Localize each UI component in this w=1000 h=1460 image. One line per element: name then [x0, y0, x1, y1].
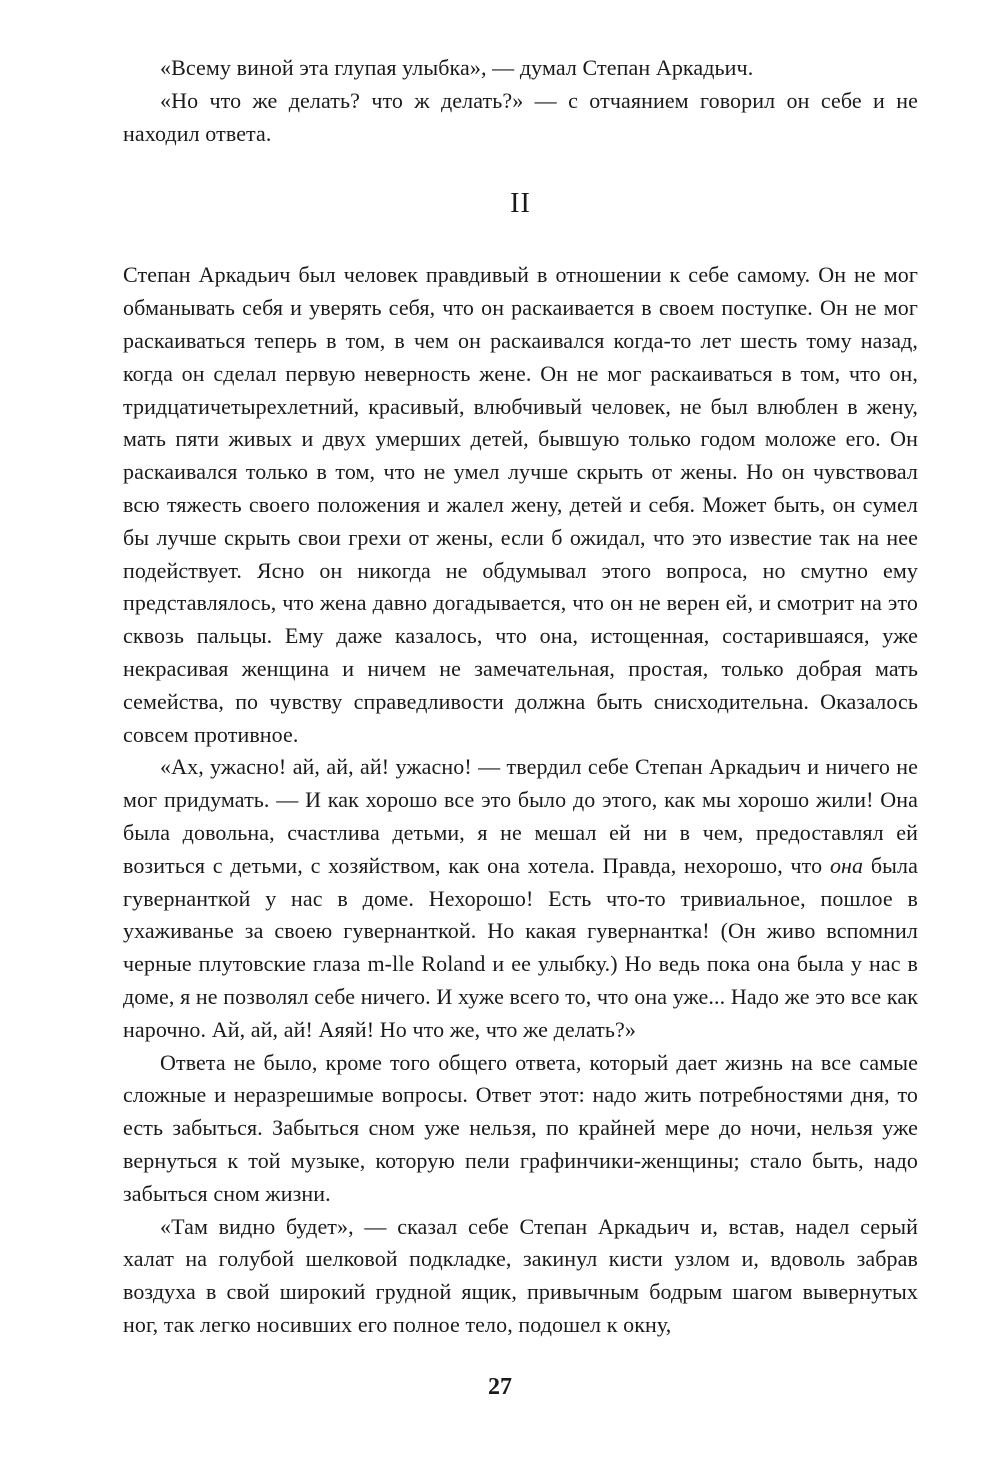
- paragraph-opening-1: «Всему виной эта глупая улыбка», — думал Степан Аркадьич.: [160, 55, 754, 80]
- paragraph-answer: Ответа не было, кроме того общего ответа, который дает жизнь на все самые сложные и неразрешимые вопросы. Ответ этот: надо жить потребностями дня, то есть забыться. Забыться сном уже нельзя, по крайней мере до ночи, нельзя уже вернуться к той музыке, которую пели графинчики-женщины; стало быть, надо забыться сном жизни.: [123, 1049, 918, 1206]
- page-body: [123, 52, 918, 1342]
- monologue-text-1: «Ах, ужасно! ай, ай, ай! ужасно! — твердил себе Степан Аркадьич и ничего не мог придумать. — И как хорошо все это было до этого, как мы хорошо жили! Она была довольна, счастлива детьми, я не мешал ей ни в чем, предоставлял ей возиться с детьми, с хозяйством, как она хотела. Правда, нехорошо, что: [123, 754, 918, 878]
- page-number: 27: [488, 1374, 512, 1400]
- chapter-heading: II: [510, 188, 531, 220]
- paragraph-opening-2: «Но что же делать? что ж делать?» — с отчаянием говорил он себе и не находил ответа.: [123, 87, 918, 146]
- monologue-text-2: была гувернанткой у нас в доме. Нехорошо! Есть что-то тривиальное, пошлое в ухаживанье за своею гувернанткой. Но какая гувернантка! (Он живо вспомнил черные плутовские глаза m-lle Roland и ее улыбку.) Но ведь пока она была у нас в доме, я не позволял себе ничего. И хуже всего то, что она уже... Надо же это все как нарочно. Ай, ай, ай! Аяяй! Но что же, что же делать?»: [123, 852, 918, 1042]
- paragraph-closing: «Там видно будет», — сказал себе Степан Аркадьич и, встав, надел серый халат на голубой шелковой подкладке, закинул кисти узлом и, вдоволь забрав воздуха в свой широкий грудной ящик, привычным бодрым шагом вывернутых ног, так легко носивших его полное тело, подошел к окну,: [123, 1213, 918, 1337]
- monologue-italic-word: она: [829, 852, 864, 878]
- paragraph-monologue: [123, 751, 918, 1046]
- paragraph-chapter-start: Степан Аркадьич был человек правдивый в отношении к себе самому. Он не мог обманывать себя и уверять себя, что он раскаивается в своем поступке. Он не мог раскаиваться теперь в том, в чем он раскаивался когда-то лет шесть тому назад, когда он сделал первую неверность жене. Он не мог раскаиваться в том, что он, тридцатичетырехлетний, красивый, влюбчивый человек, не был влюблен в жену, мать пяти живых и двух умерших детей, бывшую только годом моложе его. Он раскаивался только в том, что не умел лучше скрыть от жены. Но он чувствовал всю тяжесть своего положения и жалел жену, детей и себя. Может быть, он сумел бы лучше скрыть свои грехи от жены, если б ожидал, что это известие так на нее подействует. Ясно он никогда не обдумывал этого вопроса, но смутно ему представлялось, что жена давно догадывается, что он не верен ей, и смотрит на это сквозь пальцы. Ему даже казалось, что она, истощенная, состарившаяся, уже некрасивая женщина и ничем не замечательная, простая, только добрая мать семейства, по чувству справедливости должна быть снисходительна. Оказалось совсем противное.: [123, 262, 918, 747]
